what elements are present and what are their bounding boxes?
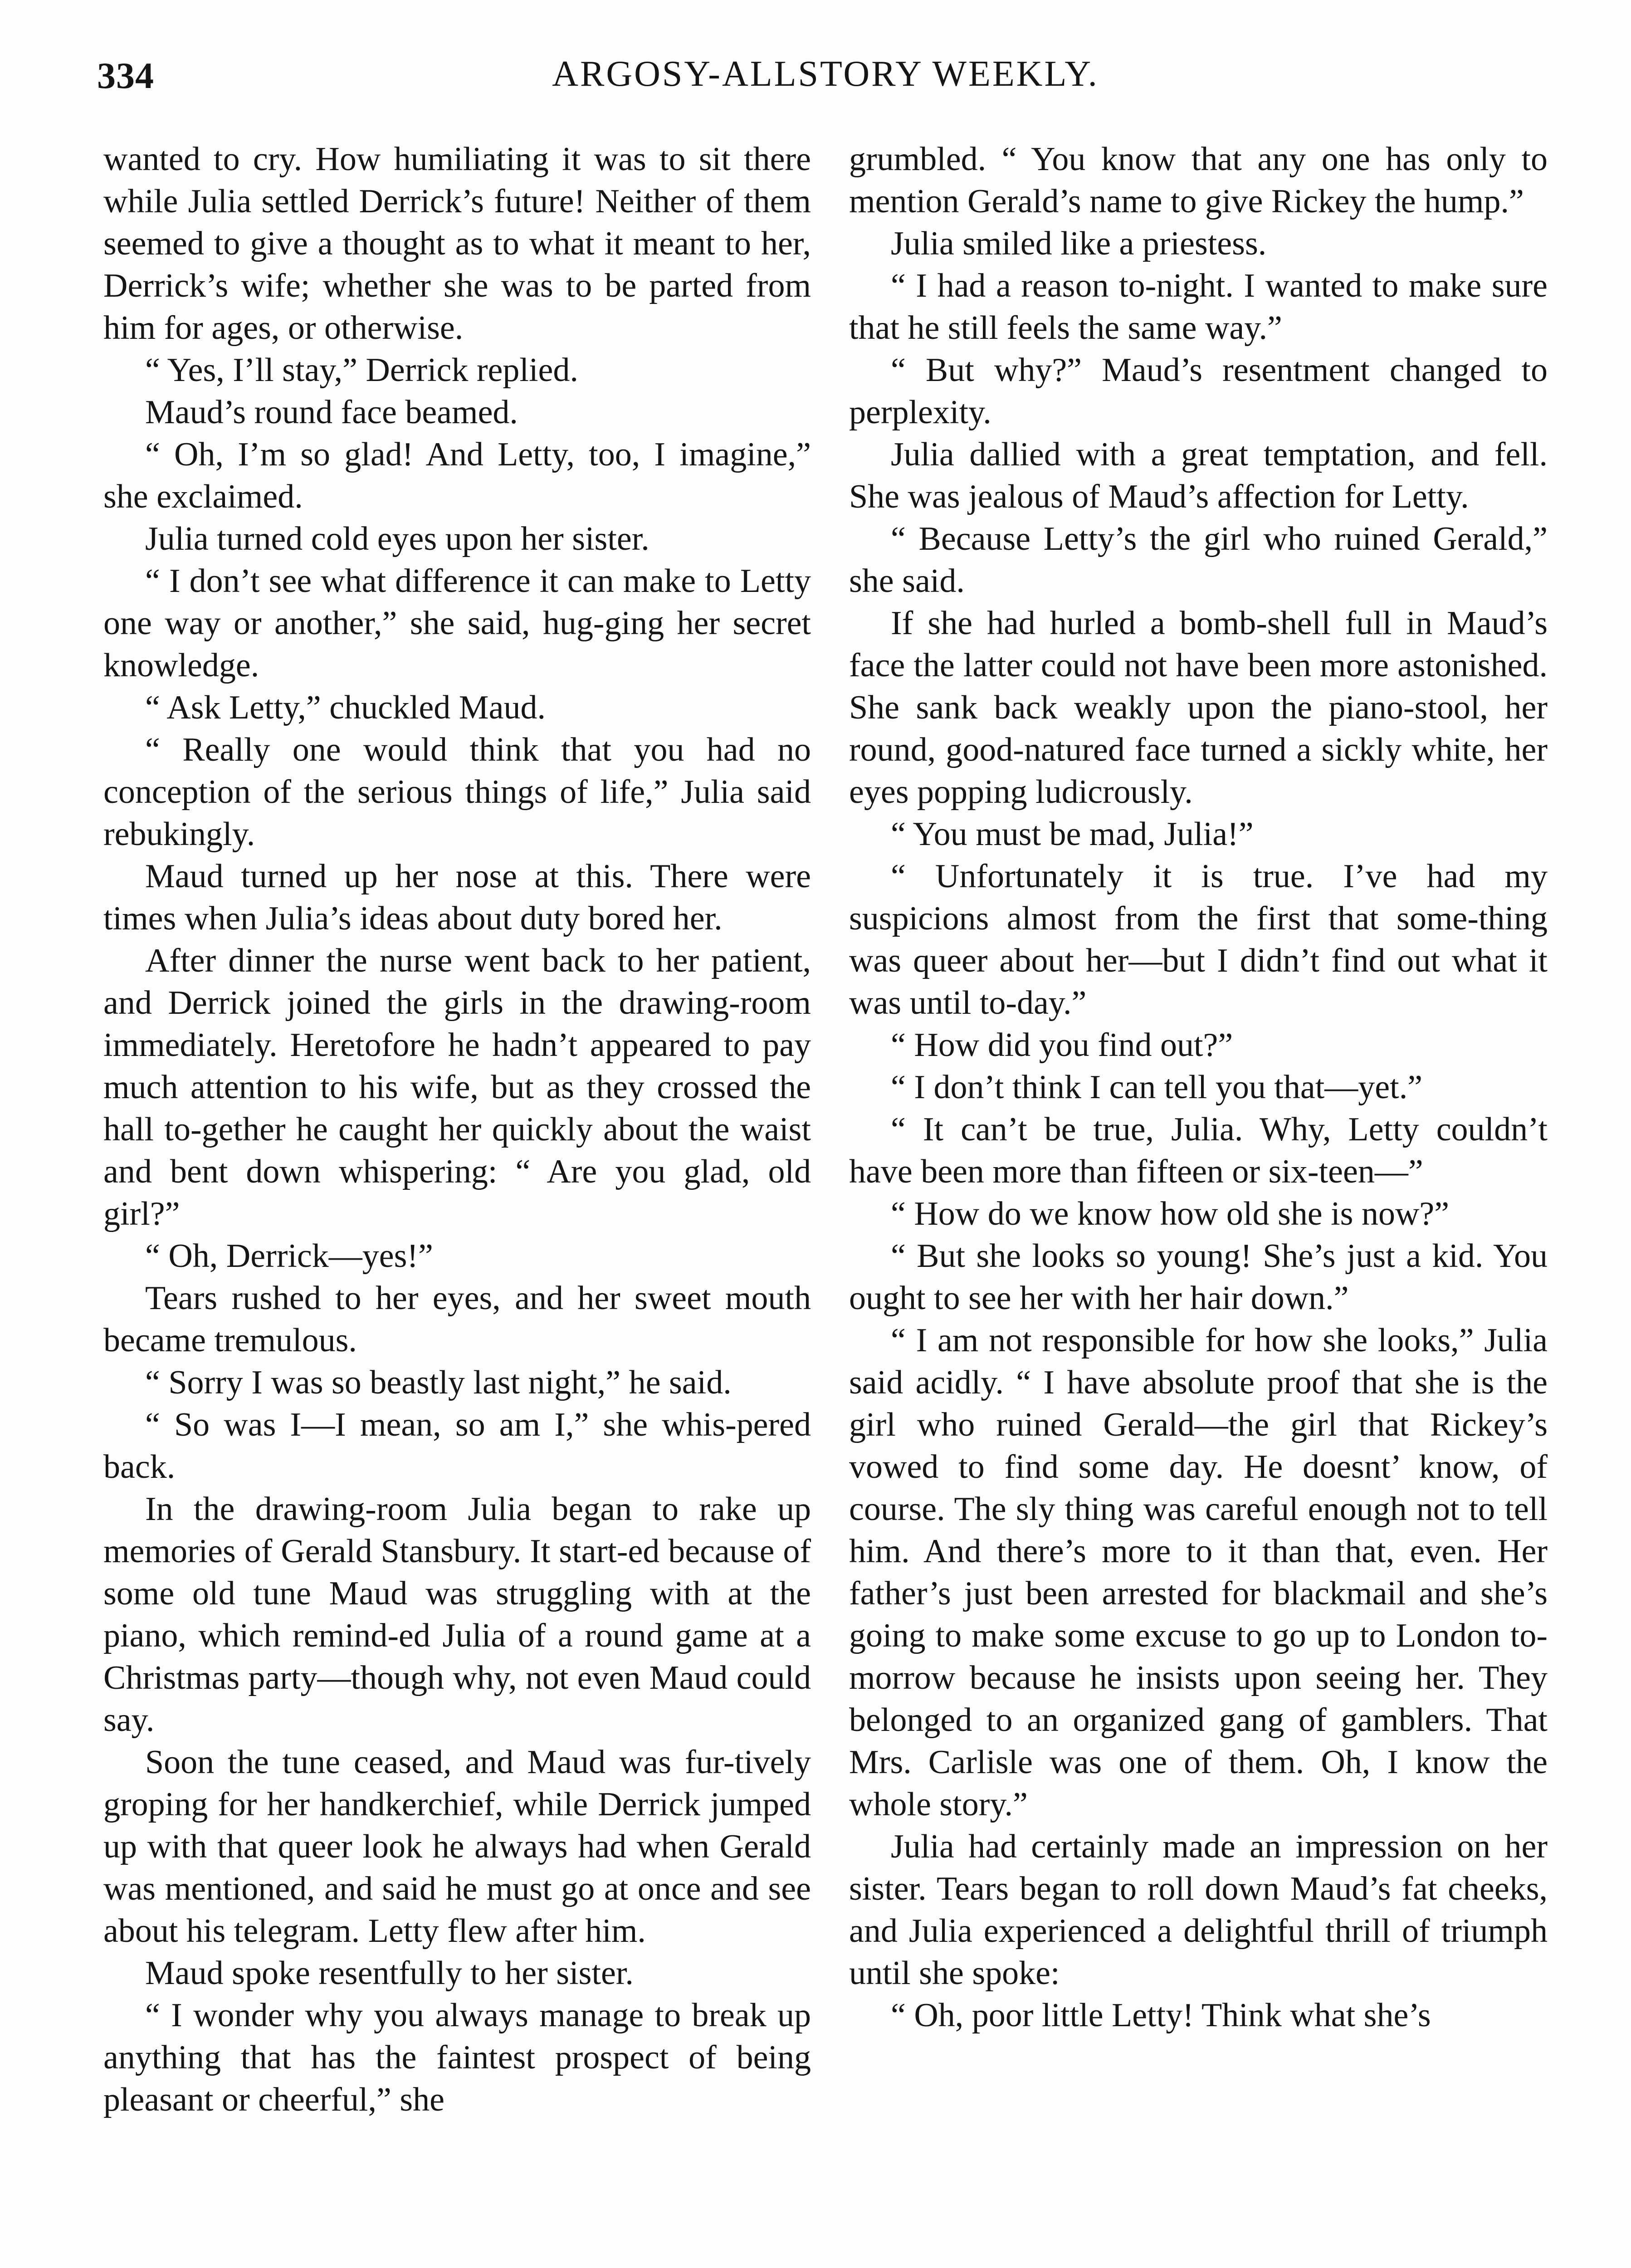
paragraph: “ Unfortunately it is true. I’ve had my suspicions almost from the first that some-thing was queer about her—but I didn’t find out what it was until to-day.” <box>849 858 1548 1022</box>
paragraph: Julia had certainly made an impression on her sister. Tears began to roll down Maud’s fat cheeks, and Julia experienced a delightful thrill of triumph until she spoke: <box>849 1828 1548 1992</box>
paragraph: After dinner the nurse went back to her patient, and Derrick joined the girls in the drawing-room immediately. Heretofore he hadn’t appeared to pay much attention to his wife, but as they crossed the hall to-gether he caught her quickly about the waist and bent down whispering: “ Are you glad, old girl?” <box>103 942 811 1232</box>
paragraph: “ Ask Letty,” chuckled Maud. <box>145 689 546 726</box>
running-head: ARGOSY-ALLSTORY WEEKLY. <box>552 54 1099 94</box>
paragraph: “ I had a reason to-night. I wanted to make sure that he still feels the same way.” <box>849 267 1548 347</box>
paragraph: Maud’s round face beamed. <box>145 394 518 431</box>
page-number: 334 <box>97 55 154 96</box>
paragraph: “ I am not responsible for how she looks,” Julia said acidly. “ I have absolute proof that she is the girl who ruined Gerald—the girl that Rickey’s vowed to find some day. He doesnt’ know, of course. The sly thing was careful enough not to tell him. And there’s more to it than that, even. Her father’s just been arrested for blackmail and she’s going to make some excuse to go up to London to-morrow because he insists upon seeing her. They belonged to an organized gang of gamblers. That Mrs. Carlisle was one of them. Oh, I know the whole story.” <box>849 1322 1548 1823</box>
paragraph: If she had hurled a bomb-shell full in Maud’s face the latter could not have been more astonished. She sank back weakly upon the piano-stool, her round, good-natured face turned a sickly white, her eyes popping ludicrously. <box>849 605 1548 811</box>
paragraph: Maud turned up her nose at this. There were times when Julia’s ideas about duty bored her. <box>103 858 811 937</box>
paragraph: “ I don’t think I can tell you that—yet.” <box>891 1069 1423 1106</box>
paragraph: “ Because Letty’s the girl who ruined Gerald,” she said. <box>849 520 1548 600</box>
paragraph: “ How do we know how old she is now?” <box>891 1195 1450 1232</box>
paragraph: “ It can’t be true, Julia. Why, Letty couldn’t have been more than fifteen or six-teen—” <box>849 1111 1548 1190</box>
paragraph: In the drawing-room Julia began to rake up memories of Gerald Stansbury. It start-ed because of some old tune Maud was struggling with at the piano, which remind-ed Julia of a round game at a Christmas party—though why, not even Maud could say. <box>103 1491 811 1739</box>
left-column <box>103 138 811 2121</box>
paragraph: “ I don’t see what difference it can make to Letty one way or another,” she said, hug-ging her secret knowledge. <box>103 562 811 684</box>
paragraph: Maud spoke resentfully to her sister. <box>145 1955 634 1992</box>
paragraph: wanted to cry. How humiliating it was to sit there while Julia settled Derrick’s future! Neither of them seemed to give a thought as to what it meant to her, Derrick’s wife; whether she was to be parted from him for ages, or otherwise. <box>103 141 811 347</box>
paragraph: “ I wonder why you always manage to break up anything that has the faintest prospect of being pleasant or cheerful,” she <box>103 1997 811 2118</box>
paragraph: “ Oh, Derrick—yes!” <box>145 1237 433 1275</box>
paragraph: “ But why?” Maud’s resentment changed to perplexity. <box>849 352 1548 431</box>
paragraph: “ Sorry I was so beastly last night,” he said. <box>145 1364 732 1401</box>
paragraph: Julia dallied with a great temptation, and fell. She was jealous of Maud’s affection for Letty. <box>849 436 1548 515</box>
paragraph: Soon the tune ceased, and Maud was fur-tively groping for her handkerchief, while Derrick jumped up with that queer look he always had when Gerald was mentioned, and said he must go at once and see about his telegram. Letty flew after him. <box>103 1744 811 1950</box>
paragraph: “ Oh, poor little Letty! Think what she’s <box>891 1997 1431 2034</box>
paragraph: “ Oh, I’m so glad! And Letty, too, I imagine,” she exclaimed. <box>103 436 811 515</box>
paragraph: Julia smiled like a priestess. <box>891 225 1267 262</box>
paragraph: Julia turned cold eyes upon her sister. <box>145 520 649 557</box>
paragraph: “ So was I—I mean, so am I,” she whis-pered back. <box>103 1406 811 1486</box>
paragraph: “ But she looks so young! She’s just a kid. You ought to see her with her hair down.” <box>849 1237 1548 1317</box>
paragraph: “ You must be mad, Julia!” <box>891 816 1254 853</box>
paragraph: “ How did you find out?” <box>891 1026 1233 1064</box>
paragraph: Tears rushed to her eyes, and her sweet mouth became tremulous. <box>103 1280 811 1359</box>
paragraph: “ Yes, I’ll stay,” Derrick replied. <box>145 352 578 389</box>
right-column <box>849 138 1548 2037</box>
paragraph: “ Really one would think that you had no conception of the serious things of life,” Julia said rebukingly. <box>103 731 811 853</box>
paragraph: grumbled. “ You know that any one has only to mention Gerald’s name to give Rickey the hump.” <box>849 141 1548 220</box>
